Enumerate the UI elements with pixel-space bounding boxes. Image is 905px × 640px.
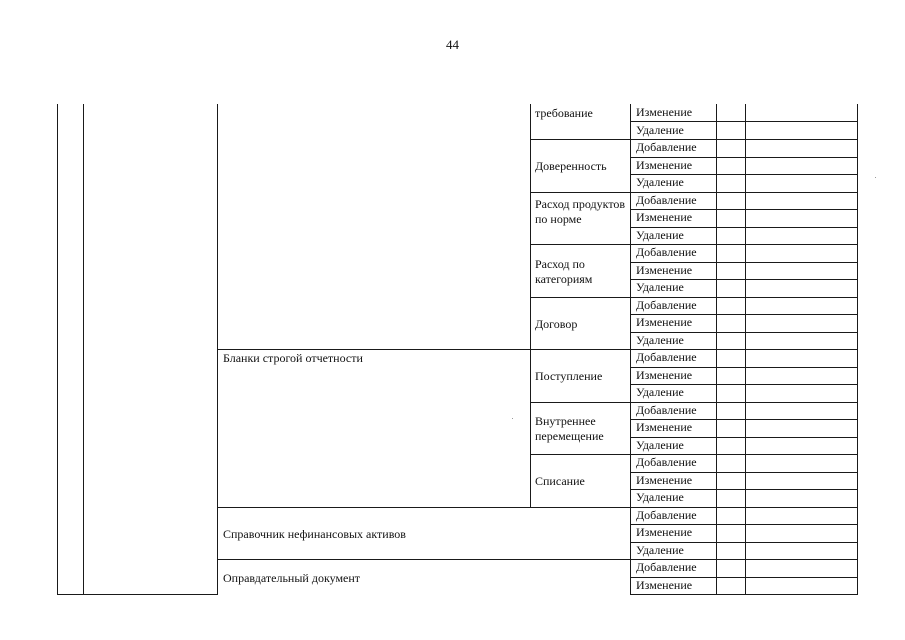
scan-speck: [875, 177, 876, 178]
action-cell: Удаление: [636, 175, 684, 189]
subitem-label: требование: [535, 106, 593, 120]
action-cell: Изменение: [636, 420, 693, 434]
action-cell: Изменение: [636, 158, 693, 172]
subitem-label: Договор: [535, 317, 578, 331]
action-cell: Изменение: [636, 315, 693, 329]
scan-speck: [512, 418, 513, 419]
table-border-bottom: [57, 594, 218, 595]
action-cell: Добавление: [636, 560, 697, 574]
group-separator: [217, 559, 858, 560]
action-cell: Добавление: [636, 193, 697, 207]
action-cell: Удаление: [636, 543, 684, 557]
action-cell: Добавление: [636, 245, 697, 259]
column-divider: [83, 104, 84, 595]
action-cell: Добавление: [636, 455, 697, 469]
action-cell: Удаление: [636, 333, 684, 347]
action-cell: Удаление: [636, 123, 684, 137]
action-cell: Добавление: [636, 298, 697, 312]
action-cell: Добавление: [636, 403, 697, 417]
action-cell: Изменение: [636, 578, 693, 592]
action-cell: Удаление: [636, 280, 684, 294]
column-divider: [530, 104, 531, 508]
item-label: Оправдательный документ: [223, 571, 361, 585]
action-cell: Изменение: [636, 263, 693, 277]
subitem-label: Доверенность: [535, 159, 607, 173]
action-cell: Изменение: [636, 210, 693, 224]
action-cell: Удаление: [636, 385, 684, 399]
action-cell: Изменение: [636, 105, 693, 119]
group-separator: [217, 507, 858, 508]
action-cell: Изменение: [636, 368, 693, 382]
action-cell: Добавление: [636, 350, 697, 364]
action-cell: Изменение: [636, 473, 693, 487]
row-separator: [630, 121, 858, 122]
item-label: Справочник нефинансовых активов: [223, 527, 406, 541]
item-label: Бланки строгой отчетности: [223, 351, 363, 365]
subitem-label: Внутреннее перемещение: [535, 414, 604, 443]
group-separator: [217, 349, 858, 350]
subitem-label: Расход по категориям: [535, 257, 593, 286]
subitem-label: Поступление: [535, 369, 603, 383]
action-cell: Добавление: [636, 508, 697, 522]
subitem-label: Расход продуктов по норме: [535, 197, 626, 226]
action-cell: Удаление: [636, 490, 684, 504]
action-cell: Удаление: [636, 228, 684, 242]
subitem-label: Списание: [535, 474, 585, 488]
action-cell: Изменение: [636, 525, 693, 539]
action-cell: Удаление: [636, 438, 684, 452]
table-border-bottom: [630, 594, 858, 595]
table-border-left: [57, 104, 58, 595]
page-number: 44: [446, 37, 459, 52]
action-cell: Добавление: [636, 140, 697, 154]
